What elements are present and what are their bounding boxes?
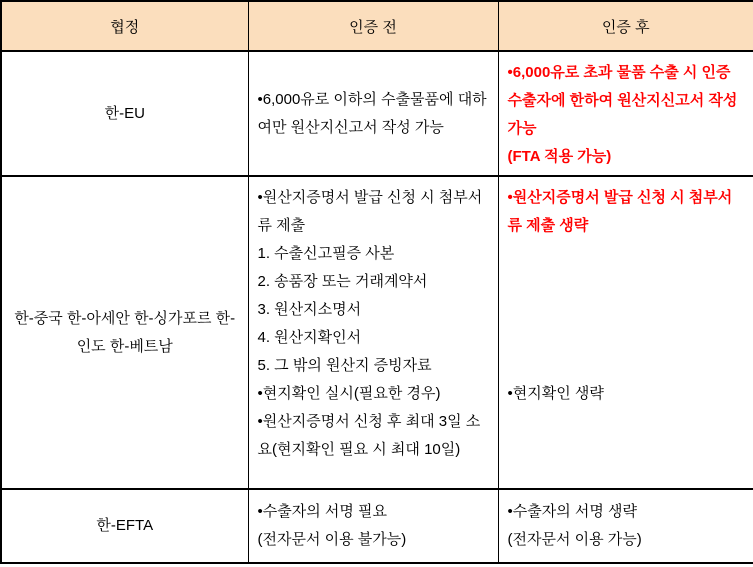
cell-text: (전자문서 이용 가능): [507, 531, 642, 548]
before-cell: [248, 51, 498, 176]
cell-text: (전자문서 이용 불가능): [257, 531, 407, 548]
table-row-kr-multi: [1, 176, 753, 489]
cell-text: •원산지증명서 신청 후 최대 3일 소요(현지확인 필요 시 최대 10일): [257, 413, 481, 458]
column-header-before-certification: 인증 전: [248, 1, 498, 51]
cell-text: •현지확인 실시(필요한 경우): [257, 385, 441, 402]
cell-text-highlighted: •6,000유로 초과 물품 수출 시 인증수출자에 한하여 원산지신고서 작성 가능: [507, 64, 738, 137]
agreement-cell: 한-중국 한-아세안 한-싱가포르 한-인도 한-베트남: [1, 176, 248, 489]
cell-text-highlighted: •원산지증명서 발급 신청 시 첨부서류 제출 생략: [507, 189, 733, 234]
column-header-after-certification: 인증 후: [498, 1, 753, 51]
cell-text: •현지확인 생략: [507, 385, 604, 402]
cell-text: •6,000유로 이하의 수출물품에 대하여만 원산지신고서 작성 가능: [257, 90, 487, 136]
after-cell: [498, 489, 753, 563]
cell-text: 3. 원산지소명서: [257, 301, 362, 318]
cell-text: 1. 수출신고필증 사본: [257, 245, 395, 262]
table-row-kr-eu: [1, 51, 753, 176]
after-cell: [498, 176, 753, 489]
cell-text: 5. 그 밖의 원산지 증빙자료: [257, 357, 432, 374]
header-row: [1, 1, 753, 51]
before-cell: [248, 489, 498, 563]
after-cell: [498, 51, 753, 176]
cell-text-highlighted: (FTA 적용 가능): [507, 148, 612, 165]
cell-text: 4. 원산지확인서: [257, 329, 362, 346]
table-row-kr-efta: [1, 489, 753, 563]
agreement-cell: 한-EU: [1, 51, 248, 176]
column-header-agreement: 협정: [1, 1, 248, 51]
cell-text: •원산지증명서 발급 신청 시 첨부서류 제출: [257, 189, 483, 234]
cell-text: •수출자의 서명 생략: [507, 503, 638, 520]
agreement-cell: 한-EFTA: [1, 489, 248, 563]
before-cell: [248, 176, 498, 489]
cell-text: 2. 송품장 또는 거래계약서: [257, 273, 428, 290]
cell-text: •수출자의 서명 필요: [257, 503, 388, 520]
